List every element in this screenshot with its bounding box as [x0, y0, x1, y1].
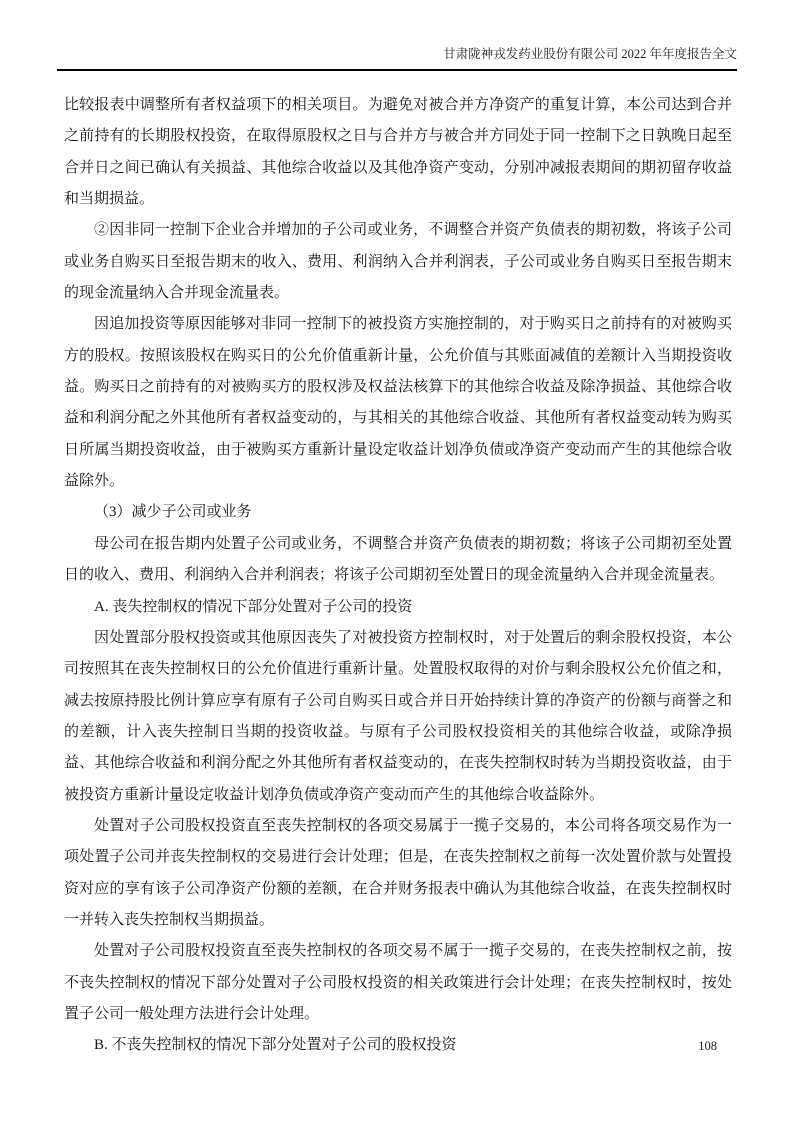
paragraph: 比较报表中调整所有者权益项下的相关项目。为避免对被合并方净资产的重复计算，本公司达到合并之前持有的长期股权投资，在取得原股权之日与合并方与被合并方同处于同一控制下之日孰晚日起至合并日之间已确认有关损益、其他综合收益以及其他净资产变动，分别冲减报表期间的期初留存收益和当期损益。	[64, 97, 732, 208]
paragraph: ②因非同一控制下企业合并增加的子公司或业务，不调整合并资产负债表的期初数，将该子公司或业务自购买日至报告期末的收入、费用、利润纳入合并利润表，子公司或业务自购买日至报告期末的现金流量纳入合并现金流量表。	[64, 222, 732, 302]
paragraph: （3）减少子公司或业务	[94, 504, 252, 521]
page-number: 108	[698, 1039, 717, 1053]
paragraph: 处置对子公司股权投资直至丧失控制权的各项交易不属于一揽子交易的，在丧失控制权之前，按不丧失控制权的情况下部分处置对子公司股权投资的相关政策进行会计处理；在丧失控制权时，按处置子公司一般处理方法进行会计处理。	[64, 943, 732, 1022]
header-title: 甘肃陇神戎发药业股份有限公司 2022 年年度报告全文	[443, 47, 737, 61]
paragraph: 因追加投资等原因能够对非同一控制下的被投资方实施控制的，对于购买日之前持有的对被购买方的股权。按照该股权在购买日的公允价值重新计量，公允价值与其账面减值的差额计入当期投资收益。购买日之前持有的对被购买方的股权涉及权益法核算下的其他综合收益及除净损益、其他综合收益和利润分配之外其他所有者权益变动的，与其相关的其他综合收益、其他所有者权益变动转为购买日所属当期投资收益，由于被购买方重新计量设定收益计划净负债或净资产变动而产生的其他综合收益除外。	[64, 316, 732, 490]
paragraph: 母公司在报告期内处置子公司或业务，不调整合并资产负债表的期初数；将该子公司期初至处置日的收入、费用、利润纳入合并利润表；将该子公司期初至处置日的现金流量纳入合并现金流量表。	[64, 535, 732, 584]
page-header	[57, 44, 737, 71]
paragraph: 因处置部分股权投资或其他原因丧失了对被投资方控制权时，对于处置后的剩余股权投资，本公司按照其在丧失控制权日的公允价值进行重新计量。处置股权取得的对价与剩余股权公允价值之和，减去按原持股比例计算应享有原有子公司自购买日或合并日开始持续计算的净资产的份额与商誉之和的差额，计入丧失控制日当期的投资收益。与原有子公司股权投资相关的其他综合收益，或除净损益、其他综合收益和利润分配之外其他所有者权益变动的，在丧失控制权时转为当期投资收益，由于被投资方重新计量设定收益计划净负债或净资产变动而产生的其他综合收益除外。	[64, 629, 732, 803]
paragraph: B. 不丧失控制权的情况下部分处置对子公司的股权投资	[94, 1037, 457, 1054]
paragraph: 处置对子公司股权投资直至丧失控制权的各项交易属于一揽子交易的，本公司将各项交易作为一项处置子公司并丧失控制权的交易进行会计处理；但是，在丧失控制权之前每一次处置价款与处置投资对应的享有该子公司净资产份额的差额，在合并财务报表中确认为其他综合收益，在丧失控制权时一并转入丧失控制权当期损益。	[64, 817, 732, 928]
paragraph: A. 丧失控制权的情况下部分处置对子公司的投资	[94, 598, 413, 615]
document-body	[64, 90, 732, 1062]
